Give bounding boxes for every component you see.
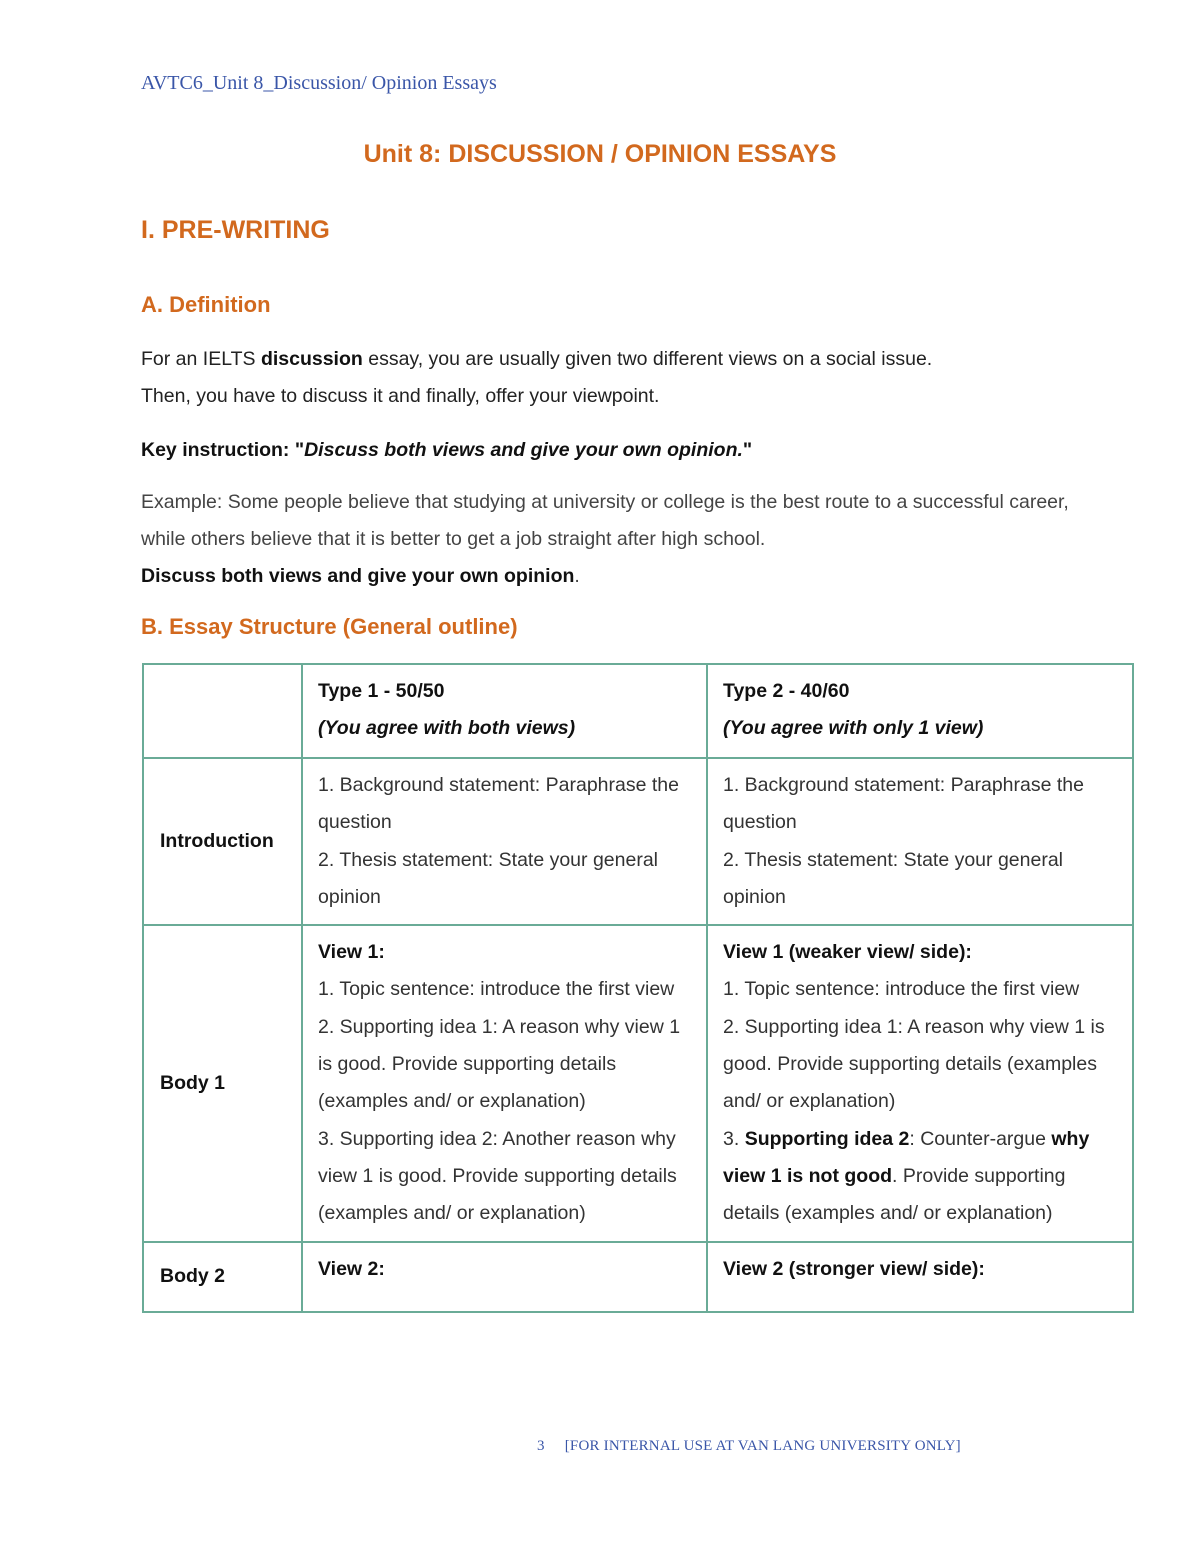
- type2-title: Type 2 - 40/60: [723, 680, 850, 702]
- body1-type1-cell: [302, 925, 707, 1241]
- intro-type1-item: 2. Thesis statement: State your general opinion: [318, 848, 658, 908]
- example-paragraph: [141, 484, 1101, 595]
- definition-heading: A. Definition: [141, 292, 271, 317]
- body1-type1-item: 2. Supporting idea 1: A reason why view 1 is good. Provide supporting details (examples and/ or explanation): [318, 1015, 681, 1113]
- table-row-body1: [143, 925, 1133, 1241]
- row-label-body1: Body 1: [143, 925, 302, 1241]
- example-text: Some people believe that studying at university or college is the best route to a successful career, while others believe that it is better to get a job straight after high school.: [141, 491, 1069, 550]
- definition-paragraph: [141, 341, 1101, 415]
- intro-type2-item: 2. Thesis statement: State your general opinion: [723, 848, 1063, 908]
- intro-type1-cell: [302, 758, 707, 925]
- running-header: AVTC6_Unit 8_Discussion/ Opinion Essays: [141, 72, 497, 94]
- body1-type2-cell: [707, 925, 1133, 1241]
- definition-line1-bold: discussion: [260, 348, 363, 370]
- body1-type2-item3: [723, 1121, 1118, 1233]
- example-label: Example:: [141, 491, 223, 513]
- definition-line1-post: essay, you are usually given two different views on a social issue.: [362, 348, 933, 370]
- key-instruction-close: ": [742, 439, 753, 461]
- example-instruction: Discuss both views and give your own opinion: [141, 565, 575, 587]
- unit-title: Unit 8: DISCUSSION / OPINION ESSAYS: [363, 140, 837, 168]
- body1-type2-head: View 1 (weaker view/ side):: [723, 941, 972, 964]
- body1-type1-head: View 1:: [318, 941, 385, 964]
- body1-type2-item: 2. Supporting idea 1: A reason why view 1 is good. Provide supporting details (examples and/ or explanation): [723, 1015, 1105, 1113]
- intro-type1-item: 1. Background statement: Paraphrase the question: [318, 774, 679, 834]
- page-footer: [537, 1438, 961, 1455]
- body1-type1-item: 3. Supporting idea 2: Another reason why view 1 is good. Provide supporting details (examples and/ or explanation): [318, 1127, 677, 1225]
- intro-type2-item: 1. Background statement: Paraphrase the question: [723, 774, 1084, 834]
- body2-type2-head: View 2 (stronger view/ side):: [723, 1257, 985, 1280]
- item3-pre: 3.: [723, 1127, 745, 1150]
- type2-header-cell: [707, 664, 1133, 758]
- row-label-introduction: Introduction: [143, 758, 302, 925]
- key-instruction-text: Discuss both views and give your own opinion.: [304, 439, 743, 461]
- example-end: .: [574, 565, 580, 587]
- item3-post: . Provide supporting details (examples and/ or explanation): [723, 1164, 1066, 1225]
- footer-note: [FOR INTERNAL USE AT VAN LANG UNIVERSITY ONLY]: [564, 1438, 961, 1454]
- body2-type2-cell: [707, 1242, 1133, 1312]
- definition-line2: Then, you have to discuss it and finally, offer your viewpoint.: [141, 385, 660, 407]
- key-instruction: [141, 432, 1101, 469]
- essay-structure-table: [142, 663, 1134, 1313]
- page-number: 3: [537, 1438, 545, 1454]
- section-heading-prewriting: I. PRE-WRITING: [141, 216, 330, 244]
- body1-type2-item: 1. Topic sentence: introduce the first view: [723, 978, 1080, 1001]
- intro-type2-cell: [707, 758, 1133, 925]
- item3-mid: : Counter-argue: [909, 1127, 1052, 1150]
- type2-subtitle: (You agree with only 1 view): [723, 717, 984, 740]
- type1-subtitle: (You agree with both views): [318, 717, 576, 740]
- key-instruction-label: Key instruction: ": [141, 439, 305, 461]
- table-header-row: [143, 664, 1133, 758]
- structure-heading: B. Essay Structure (General outline): [141, 614, 518, 639]
- body2-type1-cell: [302, 1242, 707, 1312]
- table-row-body2: [143, 1242, 1133, 1312]
- body1-type1-item: 1. Topic sentence: introduce the first view: [318, 978, 675, 1001]
- row-label-body2: Body 2: [143, 1242, 302, 1312]
- table-corner-cell: [143, 664, 302, 758]
- type1-header-cell: [302, 664, 707, 758]
- body2-type1-head: View 2:: [318, 1257, 385, 1280]
- item3-bold1: Supporting idea 2: [744, 1127, 910, 1150]
- definition-line1-pre: For an IELTS: [141, 348, 261, 370]
- item3-bold2: why view 1 is not good: [723, 1127, 1090, 1187]
- table-row-introduction: [143, 758, 1133, 925]
- type1-title: Type 1 - 50/50: [318, 680, 445, 702]
